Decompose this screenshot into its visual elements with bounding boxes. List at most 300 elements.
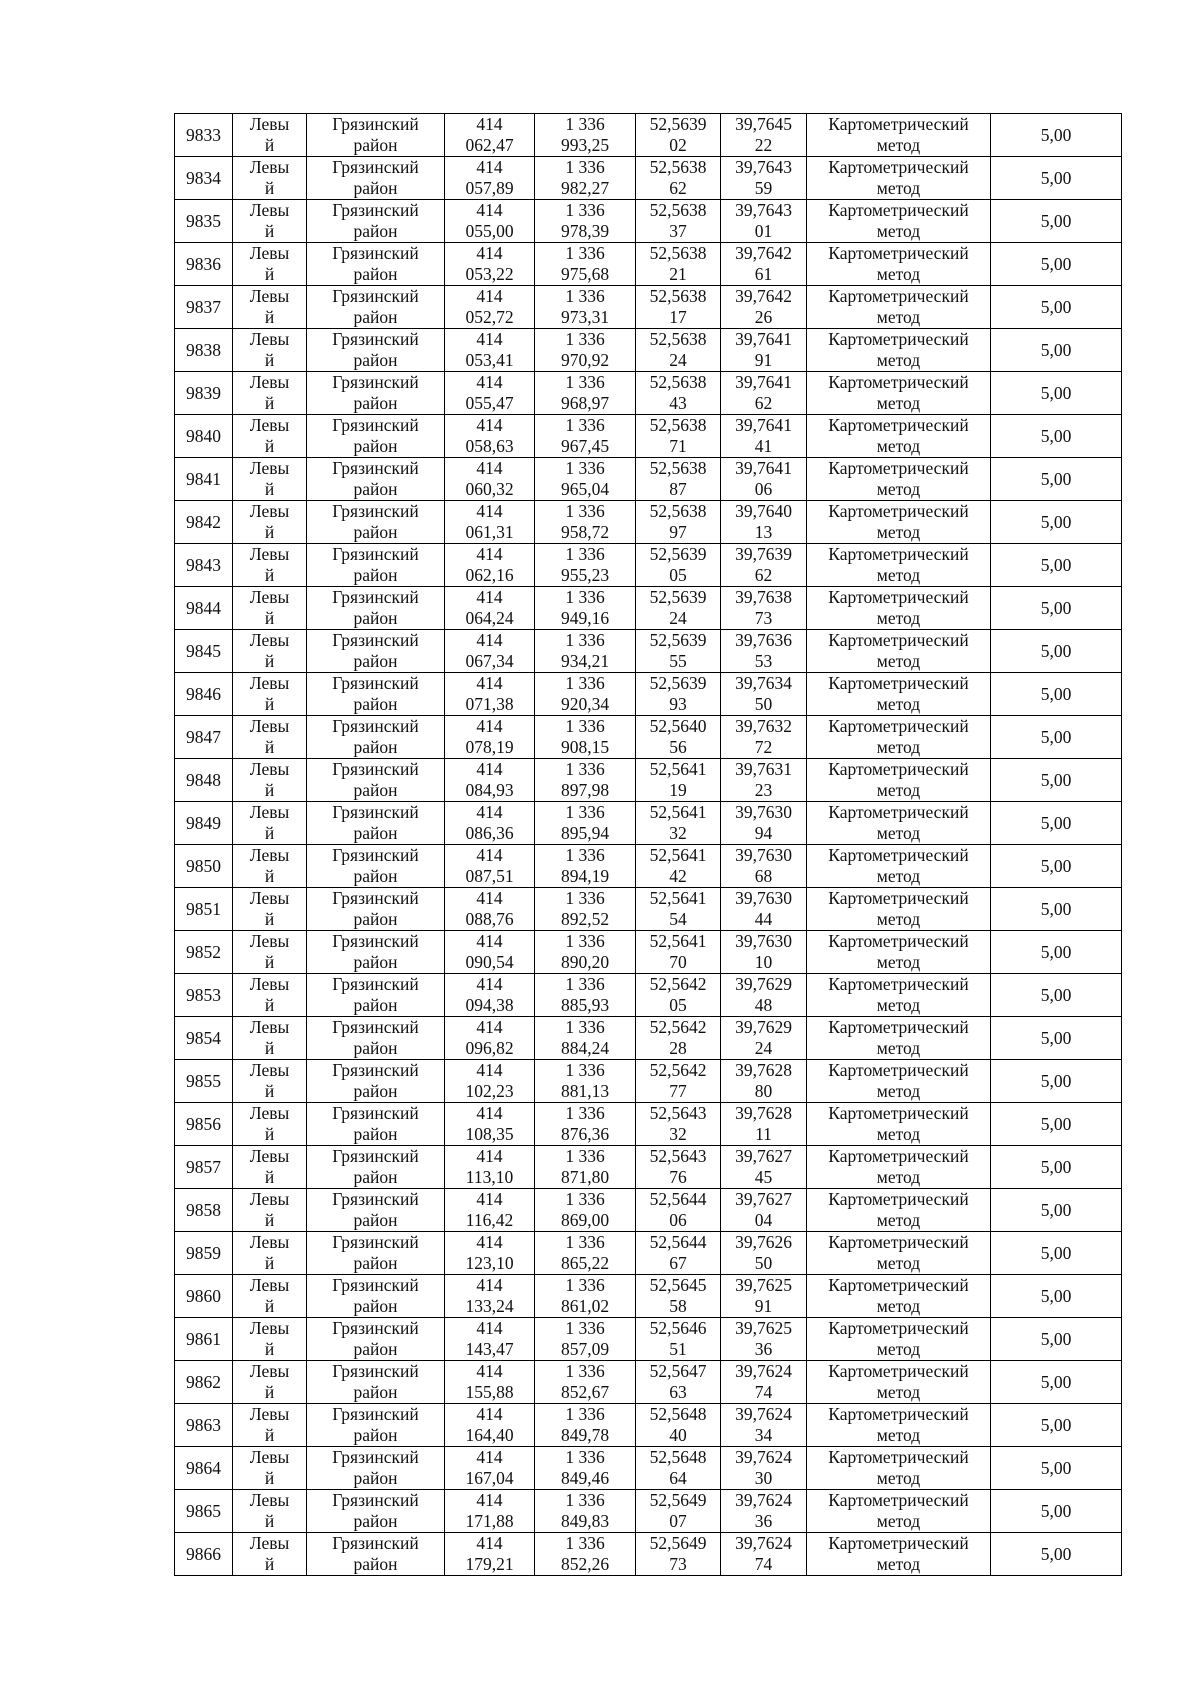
longitude-cell-line: 39,7627: [735, 1146, 792, 1166]
bank-side-cell-line: й: [264, 1124, 275, 1144]
latitude-cell: [636, 673, 721, 716]
bank-side-cell-line: й: [264, 221, 275, 241]
district-cell-line: Грязинский: [332, 716, 419, 736]
bank-side-cell: [233, 372, 307, 415]
longitude-cell: [721, 931, 807, 974]
latitude-cell-line: 52,5642: [649, 974, 707, 994]
latitude-cell: [636, 931, 721, 974]
latitude-cell: [636, 1447, 721, 1490]
coord-y-cell-line: 1 336: [565, 114, 605, 134]
bank-side-cell: [233, 1318, 307, 1361]
longitude-cell: [721, 759, 807, 802]
coord-y-cell-line: 1 336: [565, 243, 605, 263]
method-cell: [807, 931, 991, 974]
table-row: [175, 114, 1122, 157]
coord-x-cell-line: 414: [476, 329, 503, 349]
longitude-cell-line: 73: [754, 608, 773, 628]
method-cell-line: метод: [876, 909, 921, 929]
longitude-cell-line: 39,7624: [735, 1447, 792, 1467]
bank-side-cell-line: Левы: [249, 974, 290, 994]
method-cell: [807, 329, 991, 372]
accuracy-cell: 5,00: [991, 1361, 1122, 1404]
table-row: [175, 544, 1122, 587]
accuracy-cell: 5,00: [991, 931, 1122, 974]
coord-x-cell-line: 414: [476, 759, 503, 779]
district-cell-line: район: [353, 995, 398, 1015]
latitude-cell: [636, 1060, 721, 1103]
method-cell: [807, 888, 991, 931]
district-cell-line: Грязинский: [332, 1318, 419, 1338]
district-cell: [307, 1146, 445, 1189]
coord-y-cell-line: 876,36: [560, 1124, 610, 1144]
latitude-cell-line: 52,5639: [649, 673, 707, 693]
longitude-cell-line: 01: [754, 221, 773, 241]
point-number-cell: 9859: [175, 1232, 233, 1275]
coord-y-cell-line: 955,23: [560, 565, 610, 585]
bank-side-cell-line: й: [264, 1210, 275, 1230]
coord-x-cell-line: 414: [476, 1404, 503, 1424]
coord-y-cell: [535, 286, 636, 329]
method-cell-line: метод: [876, 522, 921, 542]
latitude-cell-line: 05: [669, 565, 687, 585]
point-number-cell: 9865: [175, 1490, 233, 1533]
coord-y-cell: [535, 630, 636, 673]
method-cell-line: Картометрический: [828, 114, 969, 134]
method-cell: [807, 1146, 991, 1189]
longitude-cell: [721, 716, 807, 759]
longitude-cell-line: 39,7629: [735, 974, 792, 994]
coord-y-cell-line: 849,78: [560, 1425, 610, 1445]
coord-x-cell: [445, 200, 535, 243]
district-cell-line: район: [353, 135, 398, 155]
coord-x-cell-line: 078,19: [465, 737, 514, 757]
bank-side-cell: [233, 673, 307, 716]
bank-side-cell-line: Левы: [249, 501, 290, 521]
latitude-cell: [636, 458, 721, 501]
longitude-cell-line: 24: [754, 1038, 773, 1058]
latitude-cell: [636, 974, 721, 1017]
longitude-cell-line: 39,7624: [735, 1361, 792, 1381]
longitude-cell-line: 39,7638: [735, 587, 792, 607]
coord-y-cell-line: 1 336: [565, 888, 605, 908]
accuracy-cell: 5,00: [991, 1060, 1122, 1103]
coord-x-cell: [445, 1533, 535, 1576]
coord-x-cell: [445, 630, 535, 673]
bank-side-cell: [233, 845, 307, 888]
longitude-cell-line: 39,7641: [735, 415, 792, 435]
coord-x-cell-line: 055,47: [465, 393, 514, 413]
latitude-cell-line: 52,5644: [649, 1232, 707, 1252]
district-cell-line: Грязинский: [332, 1404, 419, 1424]
method-cell-line: метод: [876, 823, 921, 843]
method-cell-line: Картометрический: [828, 372, 969, 392]
district-cell-line: Грязинский: [332, 286, 419, 306]
coord-y-cell: [535, 1103, 636, 1146]
coord-x-cell-line: 067,34: [465, 651, 514, 671]
coord-x-cell-line: 116,42: [465, 1210, 514, 1230]
longitude-cell-line: 39,7636: [735, 630, 792, 650]
method-cell-line: Картометрический: [828, 802, 969, 822]
method-cell-line: метод: [876, 565, 921, 585]
coord-y-cell-line: 1 336: [565, 458, 605, 478]
longitude-cell-line: 36: [754, 1339, 773, 1359]
coord-x-cell: [445, 845, 535, 888]
latitude-cell: [636, 1361, 721, 1404]
bank-side-cell: [233, 888, 307, 931]
latitude-cell: [636, 1232, 721, 1275]
method-cell-line: Картометрический: [828, 630, 969, 650]
longitude-cell: [721, 587, 807, 630]
coord-y-cell-line: 908,15: [560, 737, 610, 757]
method-cell-line: Картометрический: [828, 286, 969, 306]
district-cell-line: район: [353, 694, 398, 714]
accuracy-cell: 5,00: [991, 1232, 1122, 1275]
coord-x-cell-line: 179,21: [465, 1554, 514, 1574]
method-cell: [807, 630, 991, 673]
coord-x-cell-line: 414: [476, 243, 503, 263]
method-cell-line: Картометрический: [828, 1318, 969, 1338]
method-cell-line: Картометрический: [828, 415, 969, 435]
district-cell-line: Грязинский: [332, 458, 419, 478]
longitude-cell-line: 39,7639: [735, 544, 792, 564]
longitude-cell-line: 39,7628: [735, 1060, 792, 1080]
district-cell: [307, 587, 445, 630]
coord-x-cell-line: 414: [476, 931, 503, 951]
district-cell-line: район: [353, 823, 398, 843]
method-cell-line: метод: [876, 1253, 921, 1273]
longitude-cell-line: 74: [754, 1554, 773, 1574]
accuracy-cell: 5,00: [991, 1103, 1122, 1146]
table-row: [175, 1318, 1122, 1361]
bank-side-cell-line: Левы: [249, 114, 290, 134]
district-cell-line: Грязинский: [332, 587, 419, 607]
coord-y-cell: [535, 157, 636, 200]
coord-x-cell: [445, 1318, 535, 1361]
method-cell-line: метод: [876, 1554, 921, 1574]
coord-x-cell-line: 087,51: [465, 866, 514, 886]
longitude-cell: [721, 372, 807, 415]
bank-side-cell: [233, 157, 307, 200]
method-cell-line: Картометрический: [828, 845, 969, 865]
coord-y-cell: [535, 716, 636, 759]
coord-x-cell-line: 062,16: [465, 565, 514, 585]
longitude-cell-line: 39,7627: [735, 1189, 792, 1209]
longitude-cell-line: 39,7634: [735, 673, 792, 693]
bank-side-cell: [233, 630, 307, 673]
accuracy-cell: 5,00: [991, 716, 1122, 759]
table-row: [175, 673, 1122, 716]
bank-side-cell: [233, 974, 307, 1017]
coord-x-cell-line: 414: [476, 286, 503, 306]
latitude-cell-line: 70: [669, 952, 687, 972]
bank-side-cell-line: Левы: [249, 888, 290, 908]
latitude-cell-line: 52,5638: [649, 329, 707, 349]
method-cell-line: метод: [876, 307, 921, 327]
coord-x-cell-line: 414: [476, 458, 503, 478]
longitude-cell: [721, 1146, 807, 1189]
district-cell: [307, 286, 445, 329]
longitude-cell-line: 39,7645: [735, 114, 792, 134]
longitude-cell: [721, 1232, 807, 1275]
latitude-cell-line: 52,5638: [649, 415, 707, 435]
bank-side-cell-line: й: [264, 1554, 275, 1574]
point-number-cell: 9835: [175, 200, 233, 243]
district-cell-line: Грязинский: [332, 415, 419, 435]
method-cell-line: метод: [876, 1425, 921, 1445]
coord-y-cell: [535, 1232, 636, 1275]
district-cell-line: район: [353, 393, 398, 413]
longitude-cell-line: 26: [754, 307, 773, 327]
coord-y-cell-line: 871,80: [560, 1167, 610, 1187]
coord-y-cell-line: 1 336: [565, 1146, 605, 1166]
district-cell: [307, 1017, 445, 1060]
longitude-cell-line: 39,7643: [735, 157, 792, 177]
coord-y-cell-line: 1 336: [565, 286, 605, 306]
district-cell-line: Грязинский: [332, 243, 419, 263]
coord-x-cell-line: 133,24: [465, 1296, 514, 1316]
latitude-cell-line: 02: [669, 135, 687, 155]
point-number-cell: 9845: [175, 630, 233, 673]
latitude-cell: [636, 1404, 721, 1447]
latitude-cell-line: 19: [669, 780, 687, 800]
coord-y-cell: [535, 1490, 636, 1533]
table-row: [175, 458, 1122, 501]
table-row: [175, 243, 1122, 286]
method-cell: [807, 1533, 991, 1576]
longitude-cell: [721, 974, 807, 1017]
accuracy-cell: 5,00: [991, 372, 1122, 415]
longitude-cell-line: 48: [754, 995, 773, 1015]
bank-side-cell-line: Левы: [249, 329, 290, 349]
district-cell-line: район: [353, 608, 398, 628]
coord-x-cell: [445, 1146, 535, 1189]
latitude-cell-line: 52,5638: [649, 458, 707, 478]
bank-side-cell-line: Левы: [249, 243, 290, 263]
point-number-cell: 9843: [175, 544, 233, 587]
coord-x-cell-line: 414: [476, 200, 503, 220]
coord-x-cell-line: 061,31: [465, 522, 514, 542]
coord-y-cell-line: 1 336: [565, 200, 605, 220]
method-cell-line: Картометрический: [828, 1447, 969, 1467]
longitude-cell: [721, 415, 807, 458]
district-cell-line: Грязинский: [332, 802, 419, 822]
coord-x-cell-line: 414: [476, 1017, 503, 1037]
table-row: [175, 931, 1122, 974]
bank-side-cell-line: Левы: [249, 286, 290, 306]
district-cell-line: Грязинский: [332, 200, 419, 220]
longitude-cell-line: 39,7631: [735, 759, 792, 779]
method-cell: [807, 1275, 991, 1318]
bank-side-cell-line: Левы: [249, 372, 290, 392]
point-number-cell: 9861: [175, 1318, 233, 1361]
method-cell: [807, 1447, 991, 1490]
coord-x-cell-line: 108,35: [465, 1124, 514, 1144]
accuracy-cell: 5,00: [991, 1275, 1122, 1318]
bank-side-cell: [233, 1232, 307, 1275]
bank-side-cell: [233, 1447, 307, 1490]
coord-x-cell-line: 060,32: [465, 479, 514, 499]
method-cell-line: Картометрический: [828, 544, 969, 564]
latitude-cell-line: 52,5638: [649, 243, 707, 263]
district-cell: [307, 974, 445, 1017]
coord-x-cell-line: 414: [476, 1490, 503, 1510]
method-cell: [807, 415, 991, 458]
bank-side-cell: [233, 1361, 307, 1404]
longitude-cell-line: 68: [754, 866, 773, 886]
latitude-cell-line: 52,5641: [649, 931, 707, 951]
accuracy-cell: 5,00: [991, 243, 1122, 286]
district-cell: [307, 1103, 445, 1146]
bank-side-cell-line: й: [264, 952, 275, 972]
table-row: [175, 286, 1122, 329]
district-cell-line: район: [353, 264, 398, 284]
latitude-cell-line: 64: [669, 1468, 687, 1488]
coord-x-cell-line: 414: [476, 802, 503, 822]
longitude-cell: [721, 1275, 807, 1318]
coord-y-cell-line: 1 336: [565, 544, 605, 564]
coord-y-cell-line: 1 336: [565, 372, 605, 392]
latitude-cell-line: 52,5649: [649, 1490, 707, 1510]
coord-x-cell-line: 088,76: [465, 909, 514, 929]
coord-y-cell-line: 852,26: [560, 1554, 610, 1574]
longitude-cell-line: 94: [754, 823, 773, 843]
coord-y-cell-line: 1 336: [565, 931, 605, 951]
method-cell-line: Картометрический: [828, 673, 969, 693]
method-cell: [807, 1060, 991, 1103]
method-cell-line: метод: [876, 1511, 921, 1531]
district-cell-line: район: [353, 1296, 398, 1316]
coord-y-cell: [535, 243, 636, 286]
bank-side-cell: [233, 802, 307, 845]
bank-side-cell-line: й: [264, 350, 275, 370]
latitude-cell: [636, 888, 721, 931]
bank-side-cell-line: й: [264, 780, 275, 800]
bank-side-cell-line: Левы: [249, 931, 290, 951]
coord-y-cell: [535, 802, 636, 845]
coord-y-cell-line: 1 336: [565, 630, 605, 650]
coord-x-cell-line: 414: [476, 716, 503, 736]
bank-side-cell: [233, 1017, 307, 1060]
district-cell-line: Грязинский: [332, 888, 419, 908]
point-number-cell: 9852: [175, 931, 233, 974]
point-number-cell: 9846: [175, 673, 233, 716]
longitude-cell: [721, 1490, 807, 1533]
method-cell-line: Картометрический: [828, 1361, 969, 1381]
district-cell-line: район: [353, 1382, 398, 1402]
point-number-cell: 9833: [175, 114, 233, 157]
point-number-cell: 9853: [175, 974, 233, 1017]
longitude-cell-line: 23: [754, 780, 773, 800]
coord-y-cell: [535, 673, 636, 716]
bank-side-cell-line: й: [264, 651, 275, 671]
coord-y-cell: [535, 1404, 636, 1447]
accuracy-cell: 5,00: [991, 845, 1122, 888]
bank-side-cell: [233, 759, 307, 802]
coord-y-cell: [535, 931, 636, 974]
longitude-cell-line: 62: [754, 393, 773, 413]
latitude-cell-line: 37: [669, 221, 687, 241]
bank-side-cell-line: й: [264, 737, 275, 757]
coord-y-cell-line: 1 336: [565, 974, 605, 994]
coord-y-cell-line: 965,04: [560, 479, 610, 499]
accuracy-cell: 5,00: [991, 157, 1122, 200]
coord-y-cell-line: 1 336: [565, 415, 605, 435]
coord-y-cell-line: 892,52: [560, 909, 610, 929]
table-row: [175, 1146, 1122, 1189]
longitude-cell-line: 53: [754, 651, 773, 671]
longitude-cell: [721, 157, 807, 200]
longitude-cell: [721, 802, 807, 845]
latitude-cell: [636, 845, 721, 888]
district-cell: [307, 200, 445, 243]
bank-side-cell-line: Левы: [249, 458, 290, 478]
district-cell-line: Грязинский: [332, 157, 419, 177]
coord-x-cell-line: 414: [476, 1318, 503, 1338]
coord-x-cell-line: 414: [476, 1447, 503, 1467]
method-cell: [807, 157, 991, 200]
coord-x-cell-line: 414: [476, 587, 503, 607]
method-cell: [807, 1189, 991, 1232]
coord-x-cell: [445, 243, 535, 286]
point-number-cell: 9839: [175, 372, 233, 415]
method-cell-line: Картометрический: [828, 1060, 969, 1080]
coord-x-cell-line: 414: [476, 501, 503, 521]
longitude-cell: [721, 1404, 807, 1447]
coord-x-cell: [445, 974, 535, 1017]
coord-y-cell: [535, 1275, 636, 1318]
method-cell: [807, 372, 991, 415]
bank-side-cell-line: й: [264, 1038, 275, 1058]
point-number-cell: 9862: [175, 1361, 233, 1404]
latitude-cell-line: 52,5638: [649, 157, 707, 177]
point-number-cell: 9836: [175, 243, 233, 286]
bank-side-cell: [233, 501, 307, 544]
longitude-cell-line: 04: [754, 1210, 773, 1230]
latitude-cell: [636, 200, 721, 243]
district-cell-line: район: [353, 1511, 398, 1531]
coord-y-cell-line: 897,98: [560, 780, 610, 800]
latitude-cell-line: 52,5639: [649, 114, 707, 134]
longitude-cell: [721, 243, 807, 286]
method-cell: [807, 1404, 991, 1447]
table-row: [175, 1189, 1122, 1232]
district-cell: [307, 888, 445, 931]
method-cell-line: Картометрический: [828, 1490, 969, 1510]
district-cell-line: район: [353, 1554, 398, 1574]
coord-y-cell-line: 1 336: [565, 673, 605, 693]
longitude-cell: [721, 1318, 807, 1361]
bank-side-cell: [233, 587, 307, 630]
bank-side-cell-line: Левы: [249, 1404, 290, 1424]
coord-y-cell: [535, 544, 636, 587]
coord-x-cell-line: 155,88: [465, 1382, 514, 1402]
table-row: [175, 1490, 1122, 1533]
coord-y-cell-line: 857,09: [560, 1339, 610, 1359]
longitude-cell: [721, 501, 807, 544]
longitude-cell-line: 80: [754, 1081, 773, 1101]
table-row: [175, 888, 1122, 931]
bank-side-cell-line: й: [264, 565, 275, 585]
coord-x-cell-line: 096,82: [465, 1038, 514, 1058]
district-cell-line: Грязинский: [332, 974, 419, 994]
method-cell-line: метод: [876, 1296, 921, 1316]
coord-x-cell: [445, 716, 535, 759]
point-number-cell: 9854: [175, 1017, 233, 1060]
bank-side-cell: [233, 1060, 307, 1103]
method-cell-line: Картометрический: [828, 1017, 969, 1037]
bank-side-cell: [233, 1404, 307, 1447]
coord-x-cell: [445, 1275, 535, 1318]
